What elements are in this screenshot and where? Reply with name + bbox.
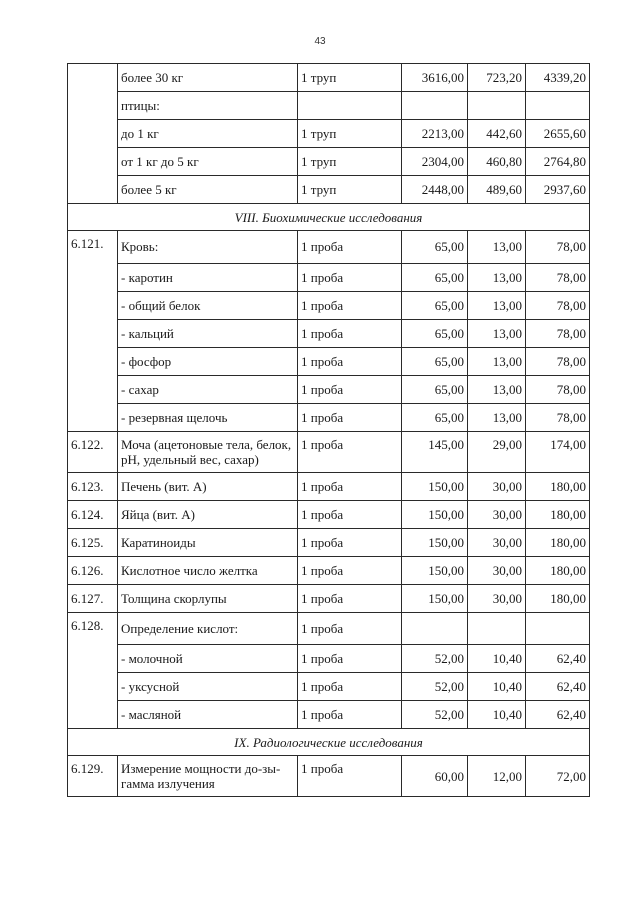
price-cell (402, 612, 468, 645)
name-cell: Яйца (вит. А) (118, 500, 298, 528)
code-cell (68, 291, 118, 319)
code-cell (68, 319, 118, 347)
unit-cell: 1 труп (298, 120, 402, 148)
vat-cell: 460,80 (468, 148, 526, 176)
total-cell: 180,00 (526, 556, 590, 584)
vat-cell: 30,00 (468, 500, 526, 528)
table-row (68, 756, 590, 797)
code-cell (68, 701, 118, 729)
name-cell: - общий белок (118, 291, 298, 319)
name-cell: птицы: (118, 92, 298, 120)
price-cell: 65,00 (402, 231, 468, 264)
vat-cell: 723,20 (468, 64, 526, 92)
total-cell: 62,40 (526, 673, 590, 701)
name-cell: Печень (вит. А) (118, 472, 298, 500)
vat-cell: 13,00 (468, 231, 526, 264)
code-cell: 6.122. (68, 431, 118, 472)
unit-cell: 1 труп (298, 148, 402, 176)
section-title: VIII. Биохимические исследования (68, 204, 590, 231)
vat-cell (468, 92, 526, 120)
total-cell: 78,00 (526, 291, 590, 319)
unit-cell: 1 проба (298, 645, 402, 673)
price-cell: 65,00 (402, 347, 468, 375)
unit-cell: 1 труп (298, 176, 402, 204)
name-cell: Кровь: (118, 231, 298, 264)
price-cell: 150,00 (402, 472, 468, 500)
table-row (68, 375, 590, 403)
unit-cell: 1 проба (298, 528, 402, 556)
table-row (68, 263, 590, 291)
name-cell: от 1 кг до 5 кг (118, 148, 298, 176)
code-cell: 6.126. (68, 556, 118, 584)
table-row (68, 528, 590, 556)
unit-cell (298, 92, 402, 120)
vat-cell: 13,00 (468, 347, 526, 375)
total-cell (526, 92, 590, 120)
total-cell: 78,00 (526, 263, 590, 291)
table-row (68, 176, 590, 204)
table-row (68, 472, 590, 500)
unit-cell: 1 проба (298, 584, 402, 612)
vat-cell: 30,00 (468, 528, 526, 556)
name-cell: Кислотное число желтка (118, 556, 298, 584)
name-cell: - резервная щелочь (118, 403, 298, 431)
table-row (68, 673, 590, 701)
name-cell: Определение кислот: (118, 612, 298, 645)
table-row (68, 701, 590, 729)
code-cell: 6.123. (68, 472, 118, 500)
vat-cell: 12,00 (468, 756, 526, 797)
vat-cell (468, 612, 526, 645)
section-header-row (68, 729, 590, 756)
table-row (68, 64, 590, 92)
unit-cell: 1 проба (298, 556, 402, 584)
unit-cell: 1 проба (298, 375, 402, 403)
page-number: 43 (314, 36, 326, 47)
code-cell (68, 645, 118, 673)
table-row (68, 403, 590, 431)
code-cell: 6.124. (68, 500, 118, 528)
unit-cell: 1 проба (298, 612, 402, 645)
price-cell: 150,00 (402, 500, 468, 528)
table-row (68, 319, 590, 347)
total-cell: 4339,20 (526, 64, 590, 92)
code-cell: 6.129. (68, 756, 118, 797)
table-row (68, 120, 590, 148)
price-cell: 65,00 (402, 319, 468, 347)
code-cell: 6.128. (68, 612, 118, 645)
vat-cell: 30,00 (468, 584, 526, 612)
price-cell: 150,00 (402, 584, 468, 612)
unit-cell: 1 проба (298, 431, 402, 472)
code-cell: 6.121. (68, 231, 118, 264)
code-cell (68, 263, 118, 291)
price-cell: 65,00 (402, 375, 468, 403)
unit-cell: 1 проба (298, 756, 402, 797)
vat-cell: 442,60 (468, 120, 526, 148)
price-cell: 60,00 (402, 756, 468, 797)
name-cell: Каратиноиды (118, 528, 298, 556)
vat-cell: 489,60 (468, 176, 526, 204)
price-cell: 150,00 (402, 556, 468, 584)
unit-cell: 1 труп (298, 64, 402, 92)
vat-cell: 13,00 (468, 403, 526, 431)
table-row (68, 291, 590, 319)
unit-cell: 1 проба (298, 403, 402, 431)
code-cell: 6.125. (68, 528, 118, 556)
code-cell (68, 673, 118, 701)
total-cell: 180,00 (526, 500, 590, 528)
price-cell: 65,00 (402, 263, 468, 291)
vat-cell: 10,40 (468, 645, 526, 673)
unit-cell: 1 проба (298, 291, 402, 319)
name-cell: - фосфор (118, 347, 298, 375)
table-row (68, 92, 590, 120)
unit-cell: 1 проба (298, 500, 402, 528)
total-cell: 62,40 (526, 645, 590, 673)
unit-cell: 1 проба (298, 319, 402, 347)
name-cell: - масляной (118, 701, 298, 729)
name-cell: - кальций (118, 319, 298, 347)
name-cell: Толщина скорлупы (118, 584, 298, 612)
price-cell (402, 92, 468, 120)
vat-cell: 30,00 (468, 472, 526, 500)
total-cell (526, 612, 590, 645)
total-cell: 62,40 (526, 701, 590, 729)
total-cell: 180,00 (526, 528, 590, 556)
table-row (68, 148, 590, 176)
total-cell: 180,00 (526, 472, 590, 500)
price-table (67, 63, 590, 797)
price-cell: 52,00 (402, 701, 468, 729)
price-cell: 2304,00 (402, 148, 468, 176)
code-cell (68, 120, 118, 148)
name-cell: более 5 кг (118, 176, 298, 204)
table-row (68, 645, 590, 673)
unit-cell: 1 проба (298, 263, 402, 291)
name-cell: Моча (ацетоновые тела, белок, pH, удельный вес, сахар) (118, 431, 298, 472)
unit-cell: 1 проба (298, 231, 402, 264)
section-header-row (68, 204, 590, 231)
code-cell (68, 64, 118, 92)
price-cell: 52,00 (402, 673, 468, 701)
table-row (68, 584, 590, 612)
table-row (68, 347, 590, 375)
vat-cell: 30,00 (468, 556, 526, 584)
total-cell: 2937,60 (526, 176, 590, 204)
table-row (68, 231, 590, 264)
name-cell: более 30 кг (118, 64, 298, 92)
vat-cell: 13,00 (468, 291, 526, 319)
price-cell: 3616,00 (402, 64, 468, 92)
section-title: IX. Радиологические исследования (68, 729, 590, 756)
total-cell: 174,00 (526, 431, 590, 472)
total-cell: 72,00 (526, 756, 590, 797)
total-cell: 78,00 (526, 231, 590, 264)
code-cell (68, 148, 118, 176)
code-cell (68, 92, 118, 120)
table-row (68, 556, 590, 584)
vat-cell: 13,00 (468, 263, 526, 291)
unit-cell: 1 проба (298, 701, 402, 729)
price-cell: 150,00 (402, 528, 468, 556)
total-cell: 2764,80 (526, 148, 590, 176)
vat-cell: 29,00 (468, 431, 526, 472)
name-cell: - уксусной (118, 673, 298, 701)
total-cell: 78,00 (526, 403, 590, 431)
vat-cell: 10,40 (468, 701, 526, 729)
price-cell: 52,00 (402, 645, 468, 673)
table-row (68, 612, 590, 645)
price-cell: 145,00 (402, 431, 468, 472)
price-cell: 2448,00 (402, 176, 468, 204)
price-cell: 65,00 (402, 403, 468, 431)
vat-cell: 13,00 (468, 319, 526, 347)
name-cell: до 1 кг (118, 120, 298, 148)
total-cell: 2655,60 (526, 120, 590, 148)
vat-cell: 13,00 (468, 375, 526, 403)
vat-cell: 10,40 (468, 673, 526, 701)
unit-cell: 1 проба (298, 347, 402, 375)
total-cell: 180,00 (526, 584, 590, 612)
price-cell: 65,00 (402, 291, 468, 319)
total-cell: 78,00 (526, 375, 590, 403)
code-cell (68, 375, 118, 403)
table-row (68, 431, 590, 472)
name-cell: - молочной (118, 645, 298, 673)
name-cell: - каротин (118, 263, 298, 291)
code-cell (68, 176, 118, 204)
code-cell (68, 347, 118, 375)
name-cell: - сахар (118, 375, 298, 403)
code-cell: 6.127. (68, 584, 118, 612)
table-row (68, 500, 590, 528)
name-cell: Измерение мощности до-зы-гамма излучения (118, 756, 298, 797)
code-cell (68, 403, 118, 431)
price-cell: 2213,00 (402, 120, 468, 148)
unit-cell: 1 проба (298, 472, 402, 500)
unit-cell: 1 проба (298, 673, 402, 701)
total-cell: 78,00 (526, 347, 590, 375)
total-cell: 78,00 (526, 319, 590, 347)
